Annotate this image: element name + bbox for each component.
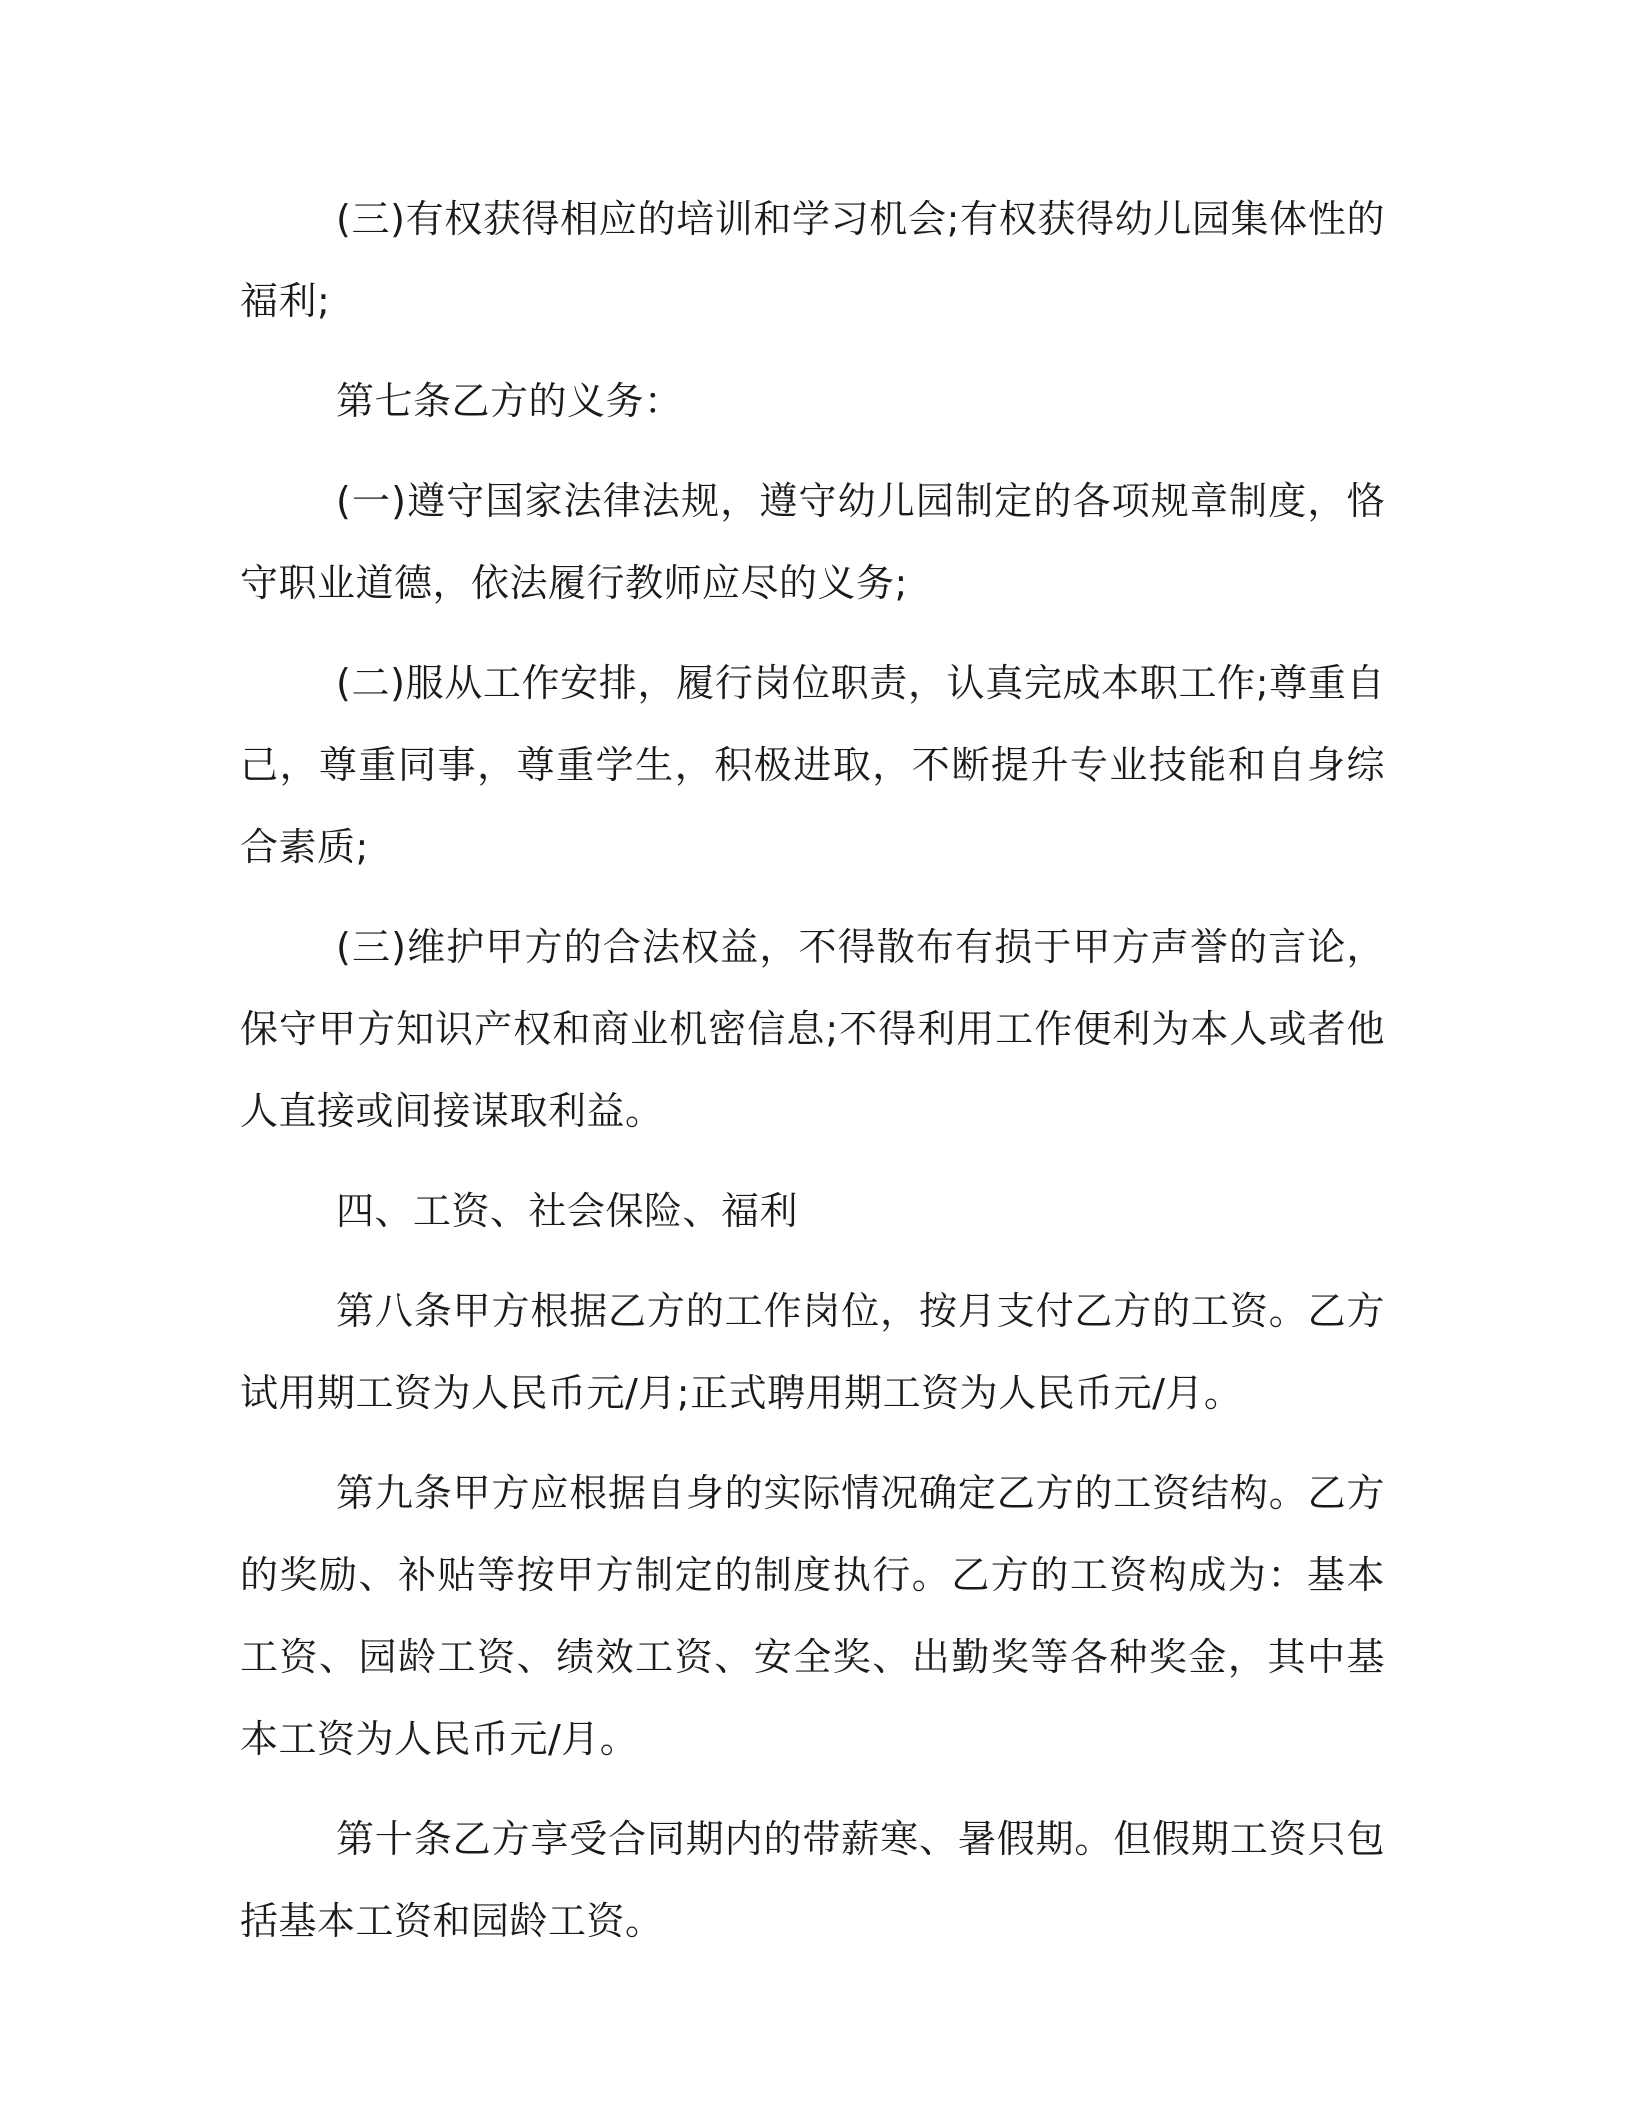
paragraph-duty-3: (三)维护甲方的合法权益，不得散布有损于甲方声誉的言论，保守甲方知识产权和商业机密信息;不得利用工作便利为本人或者他人直接或间接谋取利益。 xyxy=(240,925,1385,1133)
article-7-heading: 第七条乙方的义务： xyxy=(336,379,683,423)
article-8-paragraph: 第八条甲方根据乙方的工作岗位，按月支付乙方的工资。乙方试用期工资为人民币元/月;正式聘用期工资为人民币元/月。 xyxy=(240,1289,1385,1415)
paragraph-right-3-training: (三)有权获得相应的培训和学习机会;有权获得幼儿园集体性的福利; xyxy=(240,197,1385,323)
paragraph-duty-1: (一)遵守国家法律法规，遵守幼儿园制定的各项规章制度，恪守职业道德，依法履行教师应尽的义务; xyxy=(240,479,1385,605)
article-10-paragraph: 第十条乙方享受合同期内的带薪寒、暑假期。但假期工资只包括基本工资和园龄工资。 xyxy=(240,1817,1385,1943)
paragraph-duty-2: (二)服从工作安排，履行岗位职责，认真完成本职工作;尊重自己，尊重同事，尊重学生，积极进取，不断提升专业技能和自身综合素质; xyxy=(240,661,1385,869)
document-body xyxy=(240,178,1385,1980)
article-9-paragraph: 第九条甲方应根据自身的实际情况确定乙方的工资结构。乙方的奖励、补贴等按甲方制定的制度执行。乙方的工资构成为：基本工资、园龄工资、绩效工资、安全奖、出勤奖等各种奖金，其中基本工资为人民币元/月。 xyxy=(240,1471,1385,1761)
section-4-heading: 四、工资、社会保险、福利 xyxy=(336,1189,799,1233)
